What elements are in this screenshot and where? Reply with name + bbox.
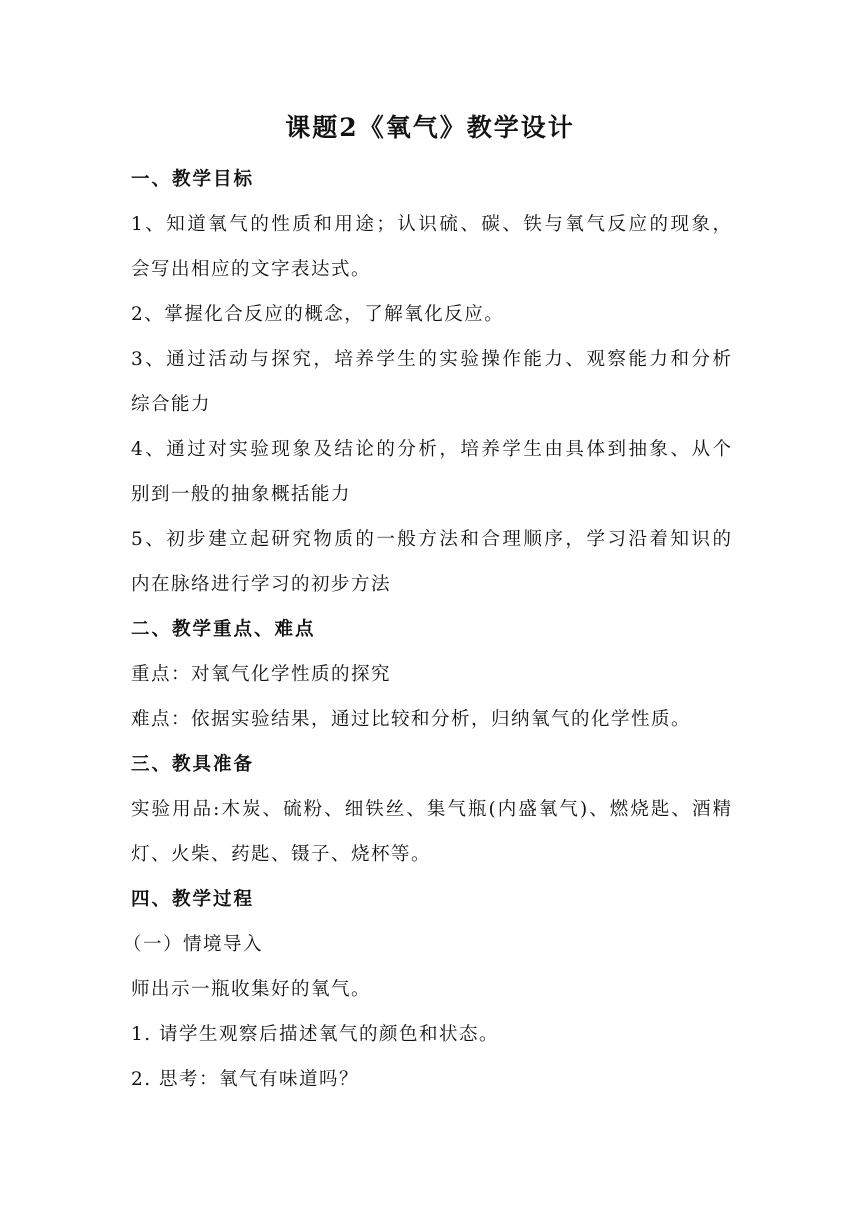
objective-3-line-2: 综合能力: [131, 394, 212, 415]
objective-5-line-1: 5、初步建立起研究物质的一般方法和合理顺序，学习沿着知识的: [131, 529, 731, 550]
process-step-1: 1. 请学生观察后描述氧气的颜色和状态。: [131, 1024, 500, 1045]
objective-1-line-1: 1、知道氧气的性质和用途；认识硫、碳、铁与氧气反应的现象，: [131, 214, 731, 235]
objective-1-line-2: 会写出相应的文字表达式。: [131, 259, 372, 280]
section-heading-materials: 三、教具准备: [131, 754, 255, 775]
document-body: [123, 157, 731, 1102]
process-subheading: （一）情境导入: [123, 934, 264, 955]
key-point-text: 重点：对氧气化学性质的探究: [131, 664, 392, 685]
difficult-point-text: 难点：依据实验结果，通过比较和分析，归纳氧气的化学性质。: [131, 709, 692, 730]
objective-4-line-2: 别到一般的抽象概括能力: [131, 484, 352, 505]
objective-3-line-1: 3、通过活动与探究，培养学生的实验操作能力、观察能力和分析: [131, 349, 731, 370]
document-title: 课题2《氧气》教学设计: [285, 113, 575, 142]
process-step-2: 2. 思考：氧气有味道吗？: [131, 1069, 360, 1090]
process-intro: 师出示一瓶收集好的氧气。: [131, 979, 372, 1000]
objective-4-line-1: 4、通过对实验现象及结论的分析，培养学生由具体到抽象、从个: [131, 439, 731, 460]
objective-2-line-1: 2、掌握化合反应的概念，了解氧化反应。: [131, 304, 505, 325]
section-heading-objectives: 一、教学目标: [131, 169, 255, 190]
section-heading-process: 四、教学过程: [131, 889, 255, 910]
materials-line-2: 灯、火柴、药匙、镊子、烧杯等。: [131, 844, 432, 865]
section-heading-key-points: 二、教学重点、难点: [131, 619, 316, 640]
objective-5-line-2: 内在脉络进行学习的初步方法: [131, 574, 392, 595]
materials-line-1: 实验用品:木炭、硫粉、细铁丝、集气瓶(内盛氧气)、燃烧匙、酒精: [131, 799, 731, 820]
